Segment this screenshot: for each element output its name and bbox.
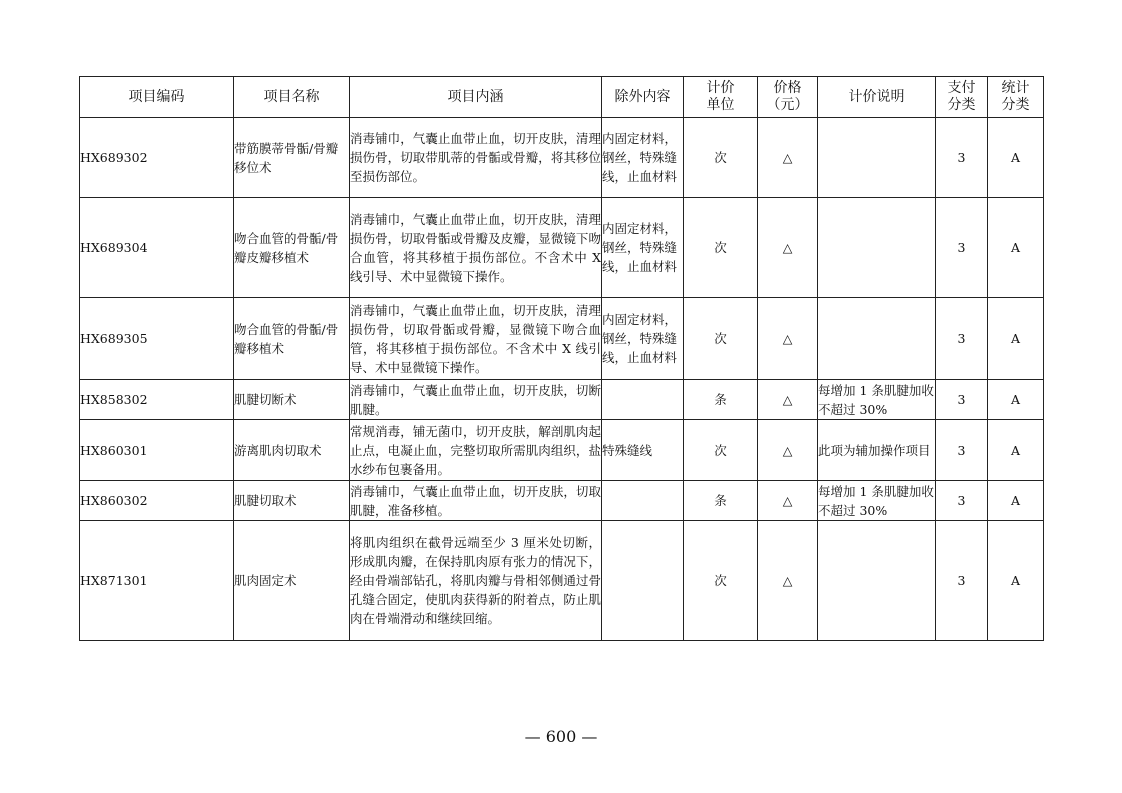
cell-content: 消毒铺巾，气囊止血带止血，切开皮肤，切断肌腱。 xyxy=(350,380,602,420)
cell-price: △ xyxy=(758,118,818,198)
cell-name: 肌腱切取术 xyxy=(234,481,350,521)
cell-content: 消毒铺巾，气囊止血带止血，切开皮肤，清理损伤骨，切取骨骺或骨瓣，显微镜下吻合血管，将其移植于损伤部位。不含术中 X 线引导、术中显微镜下操作。 xyxy=(350,298,602,380)
cell-exclusion xyxy=(602,521,684,641)
cell-content: 消毒铺巾，气囊止血带止血，切开皮肤，清理损伤骨，切取带肌蒂的骨骺或骨瓣，将其移位至损伤部位。 xyxy=(350,118,602,198)
cell-price: △ xyxy=(758,481,818,521)
cell-exclusion xyxy=(602,380,684,420)
cell-pay-category: 3 xyxy=(936,481,988,521)
cell-code: HX858302 xyxy=(80,380,234,420)
header-code: 项目编码 xyxy=(80,77,234,118)
header-row xyxy=(80,77,1044,118)
cell-pay-category: 3 xyxy=(936,380,988,420)
table-row xyxy=(80,298,1044,380)
cell-content: 消毒铺巾，气囊止血带止血，切开皮肤，清理损伤骨，切取骨骺或骨瓣及皮瓣，显微镜下吻合血管，将其移植于损伤部位。不含术中 X 线引导、术中显微镜下操作。 xyxy=(350,198,602,298)
cell-note: 此项为辅加操作项目 xyxy=(818,420,936,481)
cell-unit: 条 xyxy=(684,481,758,521)
header-pay-category: 支付 分类 xyxy=(936,77,988,118)
header-exclusion: 除外内容 xyxy=(602,77,684,118)
cell-pay-category: 3 xyxy=(936,198,988,298)
cell-code: HX689304 xyxy=(80,198,234,298)
header-name: 项目名称 xyxy=(234,77,350,118)
cell-note xyxy=(818,521,936,641)
cell-price: △ xyxy=(758,198,818,298)
cell-price: △ xyxy=(758,298,818,380)
cell-stat-category: A xyxy=(988,380,1044,420)
cell-unit: 条 xyxy=(684,380,758,420)
cell-content: 常规消毒，铺无菌巾，切开皮肤，解剖肌肉起止点，电凝止血，完整切取所需肌肉组织，盐水纱布包裹备用。 xyxy=(350,420,602,481)
cell-code: HX860302 xyxy=(80,481,234,521)
cell-stat-category: A xyxy=(988,118,1044,198)
cell-content: 将肌肉组织在截骨远端至少 3 厘米处切断，形成肌肉瓣，在保持肌肉原有张力的情况下，经由骨端部钻孔，将肌肉瓣与骨相邻侧通过骨孔缝合固定，使肌肉获得新的附着点，防止肌肉在骨端滑动和继续回缩。 xyxy=(350,521,602,641)
cell-exclusion: 特殊缝线 xyxy=(602,420,684,481)
cell-stat-category: A xyxy=(988,481,1044,521)
pricing-table xyxy=(79,76,1044,641)
cell-exclusion xyxy=(602,481,684,521)
cell-pay-category: 3 xyxy=(936,420,988,481)
cell-stat-category: A xyxy=(988,420,1044,481)
cell-unit: 次 xyxy=(684,420,758,481)
cell-note: 每增加 1 条肌腱加收不超过 30% xyxy=(818,380,936,420)
cell-name: 带筋膜蒂骨骺/骨瓣移位术 xyxy=(234,118,350,198)
cell-note xyxy=(818,198,936,298)
table-row xyxy=(80,118,1044,198)
cell-stat-category: A xyxy=(988,198,1044,298)
cell-name: 吻合血管的骨骺/骨瓣移植术 xyxy=(234,298,350,380)
cell-pay-category: 3 xyxy=(936,118,988,198)
cell-note xyxy=(818,118,936,198)
cell-name: 吻合血管的骨骺/骨瓣皮瓣移植术 xyxy=(234,198,350,298)
cell-code: HX689305 xyxy=(80,298,234,380)
table-row xyxy=(80,481,1044,521)
cell-exclusion: 内固定材料，钢丝，特殊缝线，止血材料 xyxy=(602,298,684,380)
header-unit: 计价 单位 xyxy=(684,77,758,118)
cell-stat-category: A xyxy=(988,521,1044,641)
cell-name: 肌腱切断术 xyxy=(234,380,350,420)
cell-price: △ xyxy=(758,521,818,641)
header-note: 计价说明 xyxy=(818,77,936,118)
header-content: 项目内涵 xyxy=(350,77,602,118)
page-number: — 600 — xyxy=(524,727,598,746)
table-row xyxy=(80,198,1044,298)
cell-stat-category: A xyxy=(988,298,1044,380)
cell-exclusion: 内固定材料，钢丝，特殊缝线，止血材料 xyxy=(602,118,684,198)
cell-code: HX871301 xyxy=(80,521,234,641)
cell-price: △ xyxy=(758,380,818,420)
cell-price: △ xyxy=(758,420,818,481)
cell-unit: 次 xyxy=(684,198,758,298)
cell-name: 肌肉固定术 xyxy=(234,521,350,641)
cell-pay-category: 3 xyxy=(936,298,988,380)
cell-note xyxy=(818,298,936,380)
cell-content: 消毒铺巾，气囊止血带止血，切开皮肤，切取肌腱，准备移植。 xyxy=(350,481,602,521)
table-row xyxy=(80,521,1044,641)
table-row xyxy=(80,380,1044,420)
cell-note: 每增加 1 条肌腱加收不超过 30% xyxy=(818,481,936,521)
table-row xyxy=(80,420,1044,481)
cell-unit: 次 xyxy=(684,298,758,380)
cell-unit: 次 xyxy=(684,521,758,641)
header-stat-category: 统计 分类 xyxy=(988,77,1044,118)
cell-unit: 次 xyxy=(684,118,758,198)
cell-pay-category: 3 xyxy=(936,521,988,641)
cell-code: HX860301 xyxy=(80,420,234,481)
header-price: 价格 （元） xyxy=(758,77,818,118)
cell-code: HX689302 xyxy=(80,118,234,198)
cell-exclusion: 内固定材料，钢丝，特殊缝线，止血材料 xyxy=(602,198,684,298)
cell-name: 游离肌肉切取术 xyxy=(234,420,350,481)
